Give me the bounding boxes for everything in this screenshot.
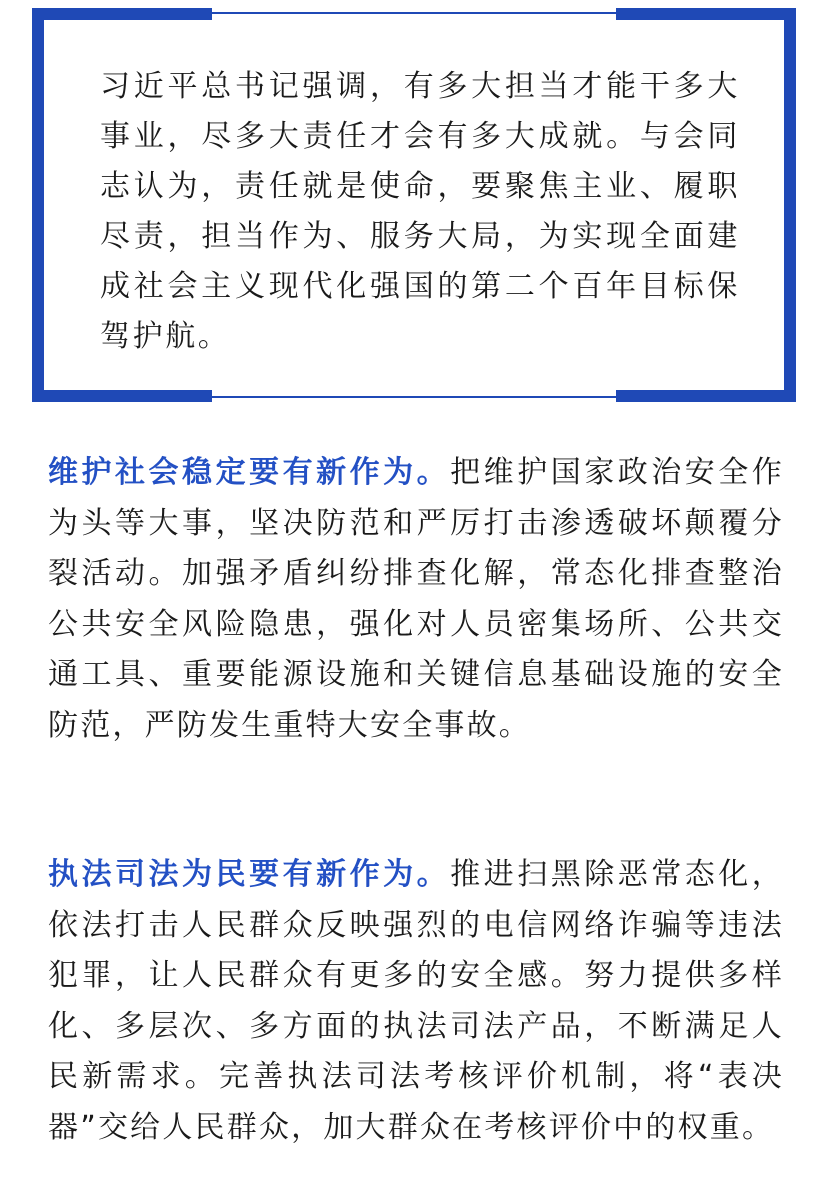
frame-top-right bbox=[616, 8, 796, 20]
paragraph-body: 把维护国家政治安全作为头等大事，坚决防范和严厉打击渗透破坏颠覆分裂活动。加强矛盾纠纷排查化解，常态化排查整治公共安全风险隐患，强化对人员密集场所、公共交通工具、重要能源设施和关键信息基础设施的安全防范，严防发生重特大安全事故。 bbox=[48, 455, 784, 743]
quote-text: 习近平总书记强调，有多大担当才能干多大事业，尽多大责任才会有多大成就。与会同志认为，责任就是使命，要聚焦主业、履职尽责，担当作为、服务大局，为实现全面建成社会主义现代化强国的第二个百年目标保驾护航。 bbox=[100, 69, 740, 354]
frame-bottom-line bbox=[212, 396, 616, 398]
frame-top-line bbox=[212, 12, 616, 14]
paragraph-social-stability bbox=[48, 448, 784, 751]
quote-box bbox=[32, 8, 796, 402]
frame-bottom-right bbox=[616, 390, 796, 402]
paragraph-body: 推进扫黑除恶常态化，依法打击人民群众反映强烈的电信网络诈骗等违法犯罪，让人民群众有更多的安全感。努力提供多样化、多层次、多方面的执法司法产品，不断满足人民新需求。完善执法司法考核评价机制，将“表决器”交给人民群众，加大群众在考核评价中的权重。 bbox=[48, 857, 784, 1145]
paragraph-law-enforcement bbox=[48, 850, 784, 1153]
frame-bottom-left bbox=[32, 390, 212, 402]
frame-top-left bbox=[32, 8, 212, 20]
paragraph-lead: 维护社会稳定要有新作为。 bbox=[48, 455, 451, 490]
paragraph-lead: 执法司法为民要有新作为。 bbox=[48, 857, 451, 892]
